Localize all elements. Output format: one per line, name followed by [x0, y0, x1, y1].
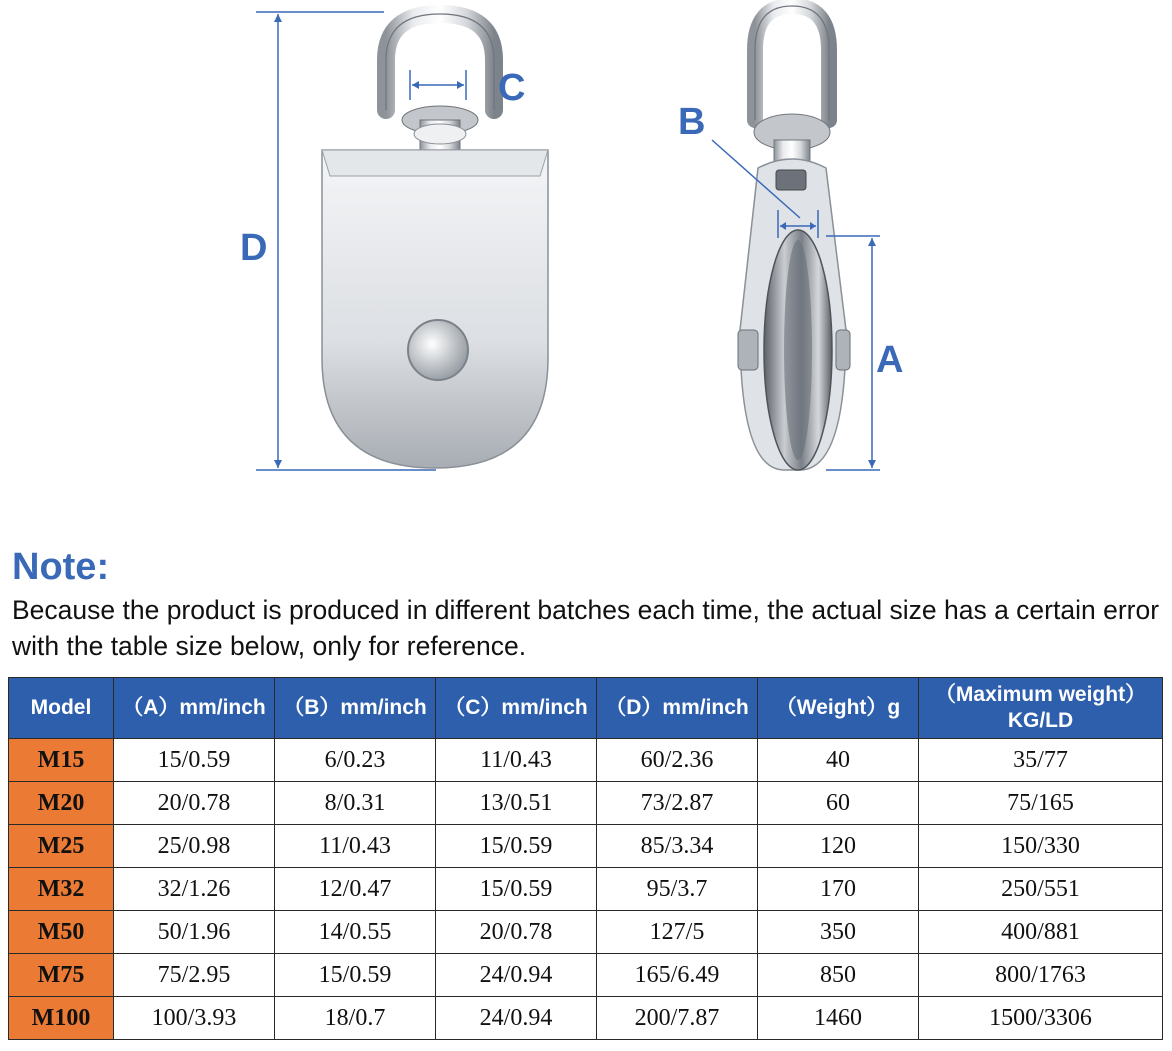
table-cell: 75/165 [919, 782, 1163, 825]
table-cell: 165/6.49 [597, 954, 758, 997]
table-cell: 350 [758, 911, 919, 954]
model-cell: M25 [9, 825, 114, 868]
note-text: Because the product is produced in different batches each time, the actual size has a certain error with the table size below, only for reference. [12, 595, 1160, 661]
header-max-weight: （Maximum weight）KG/LD [919, 678, 1163, 739]
table-cell: 18/0.7 [275, 997, 436, 1040]
table-row [9, 782, 1163, 825]
side-swivel-eye [755, 6, 829, 120]
table-cell: 12/0.47 [275, 868, 436, 911]
note-title: Note: [12, 546, 110, 588]
table-cell: 15/0.59 [114, 739, 275, 782]
table-header-row [9, 678, 1163, 739]
table-cell: 11/0.43 [436, 739, 597, 782]
dimension-label-a: A [876, 339, 904, 381]
spec-table [8, 677, 1163, 1040]
table-cell: 85/3.34 [597, 825, 758, 868]
table-cell: 95/3.7 [597, 868, 758, 911]
table-row [9, 868, 1163, 911]
table-row [9, 911, 1163, 954]
table-cell: 15/0.59 [275, 954, 436, 997]
header-a: （A）mm/inch [114, 678, 275, 739]
table-cell: 14/0.55 [275, 911, 436, 954]
table-cell: 6/0.23 [275, 739, 436, 782]
table-row [9, 739, 1163, 782]
model-cell: M20 [9, 782, 114, 825]
swivel-eye [386, 14, 494, 110]
table-cell: 1500/3306 [919, 997, 1163, 1040]
table-cell: 60 [758, 782, 919, 825]
table-cell: 40 [758, 739, 919, 782]
model-cell: M75 [9, 954, 114, 997]
dimension-c [410, 67, 525, 109]
header-d: （D）mm/inch [597, 678, 758, 739]
table-cell: 20/0.78 [436, 911, 597, 954]
table-cell: 800/1763 [919, 954, 1163, 997]
table-cell: 32/1.26 [114, 868, 275, 911]
model-cell: M50 [9, 911, 114, 954]
table-cell: 75/2.95 [114, 954, 275, 997]
table-cell: 24/0.94 [436, 997, 597, 1040]
dimension-label-d: D [240, 227, 268, 269]
header-model: Model [9, 678, 114, 739]
table-cell: 120 [758, 825, 919, 868]
table-cell: 24/0.94 [436, 954, 597, 997]
dimension-label-c: C [498, 67, 526, 109]
table-row [9, 954, 1163, 997]
model-cell: M100 [9, 997, 114, 1040]
table-cell: 35/77 [919, 739, 1163, 782]
model-cell: M32 [9, 868, 114, 911]
table-cell: 13/0.51 [436, 782, 597, 825]
table-cell: 8/0.31 [275, 782, 436, 825]
header-c: （C）mm/inch [436, 678, 597, 739]
table-cell: 200/7.87 [597, 997, 758, 1040]
model-cell: M15 [9, 739, 114, 782]
header-weight: （Weight）g [758, 678, 919, 739]
table-row [9, 825, 1163, 868]
table-cell: 60/2.36 [597, 739, 758, 782]
axle-bolt [408, 320, 468, 380]
axle-end [738, 330, 758, 370]
table-cell: 25/0.98 [114, 825, 275, 868]
table-cell: 400/881 [919, 911, 1163, 954]
pulley-dimension-figure [0, 0, 1172, 500]
table-cell: 15/0.59 [436, 825, 597, 868]
table-cell: 20/0.78 [114, 782, 275, 825]
table-cell: 150/330 [919, 825, 1163, 868]
table-cell: 250/551 [919, 868, 1163, 911]
dimension-label-b: B [678, 101, 706, 143]
table-cell: 50/1.96 [114, 911, 275, 954]
table-cell: 15/0.59 [436, 868, 597, 911]
side-view-pulley [738, 6, 850, 470]
table-cell: 100/3.93 [114, 997, 275, 1040]
table-cell: 127/5 [597, 911, 758, 954]
table-cell: 1460 [758, 997, 919, 1040]
table-row [9, 997, 1163, 1040]
header-b: （B）mm/inch [275, 678, 436, 739]
table-cell: 11/0.43 [275, 825, 436, 868]
table-cell: 170 [758, 868, 919, 911]
table-cell: 850 [758, 954, 919, 997]
side-plate [322, 150, 548, 468]
table-cell: 73/2.87 [597, 782, 758, 825]
